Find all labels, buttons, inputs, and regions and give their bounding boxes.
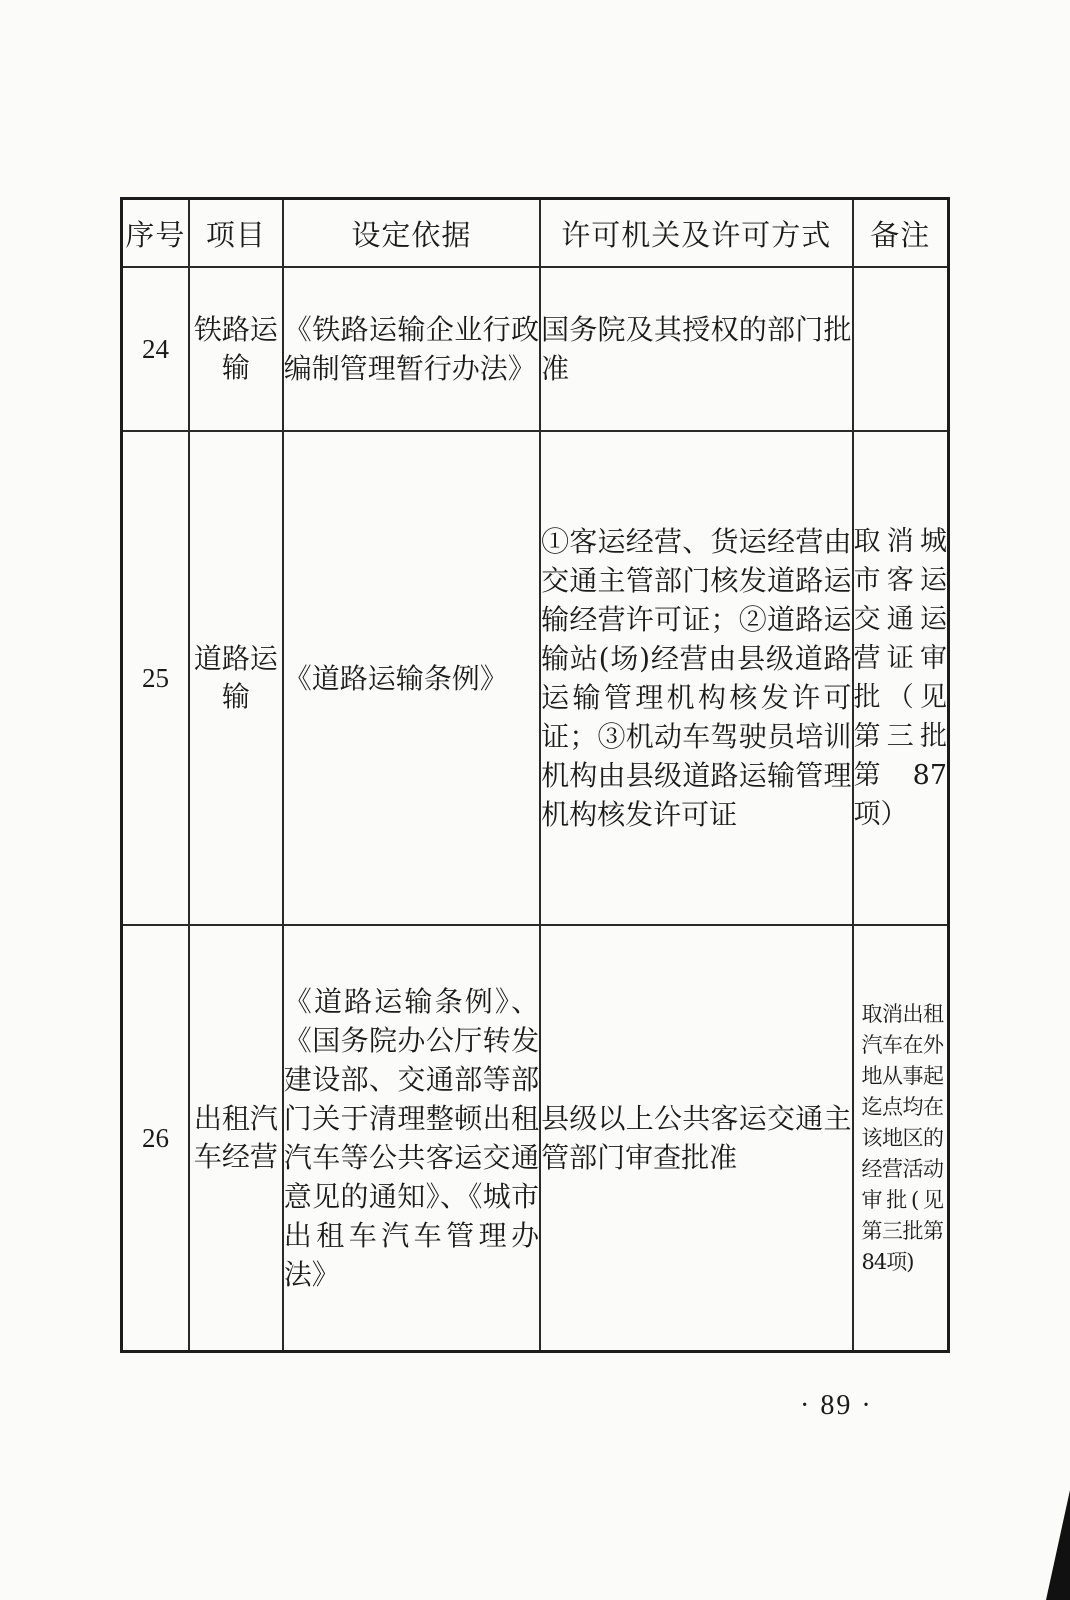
header-basis: 设定依据	[283, 199, 540, 268]
row-basis: 《道路运输条例》	[283, 431, 540, 925]
table-row	[122, 925, 949, 1352]
row-basis: 《铁路运输企业行政编制管理暂行办法》	[283, 267, 540, 431]
administrative-license-table	[120, 197, 950, 1353]
page-corner-shadow	[1046, 1490, 1070, 1600]
row-seq: 26	[122, 925, 189, 1352]
row-authority: ①客运经营、货运经营由交通主管部门核发道路运输经营许可证；②道路运输站(场)经营由县级道路运输管理机构核发许可证；③机动车驾驶员培训机构由县级道路运输管理机构核发许可证	[540, 431, 852, 925]
table-row	[122, 431, 949, 925]
row-item: 出租汽车经营	[189, 925, 283, 1352]
row-seq: 25	[122, 431, 189, 925]
table-header-row	[122, 199, 949, 268]
row-authority: 县级以上公共客运交通主管部门审查批准	[540, 925, 852, 1352]
header-authority: 许可机关及许可方式	[540, 199, 852, 268]
table-row	[122, 267, 949, 431]
header-item: 项目	[189, 199, 283, 268]
row-authority: 国务院及其授权的部门批准	[540, 267, 852, 431]
row-note: 取消城市客运交通运营证审批（见第三批第87项）	[853, 431, 949, 925]
page-number: · 89 ·	[800, 1390, 873, 1421]
row-seq: 24	[122, 267, 189, 431]
row-item: 铁路运输	[189, 267, 283, 431]
header-note: 备注	[853, 199, 949, 268]
row-basis: 《道路运输条例》、《国务院办公厅转发建设部、交通部等部门关于清理整顿出租汽车等公共客运交通意见的通知》、《城市出租车汽车管理办法》	[283, 925, 540, 1352]
row-note: 取消出租汽车在外地从事起迄点均在该地区的经营活动审批(见第三批第84项)	[853, 925, 949, 1352]
header-seq: 序号	[122, 199, 189, 268]
row-item: 道路运输	[189, 431, 283, 925]
row-note	[853, 267, 949, 431]
